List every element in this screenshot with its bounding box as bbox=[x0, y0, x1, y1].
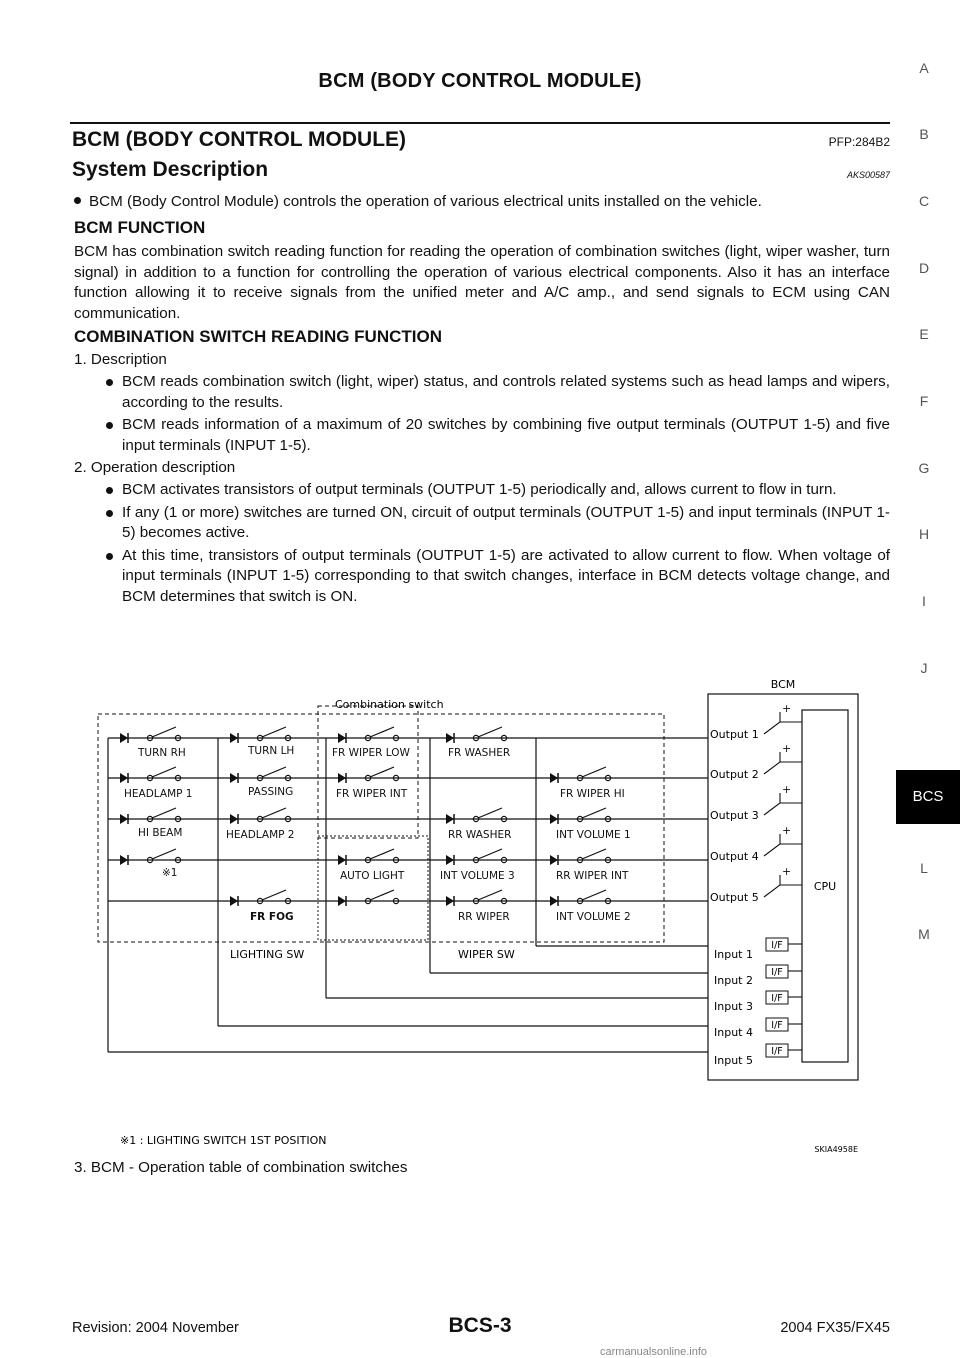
footer-model: 2004 FX35/FX45 bbox=[780, 1320, 890, 1336]
cpu-label: CPU bbox=[813, 880, 837, 893]
input-labels bbox=[714, 948, 753, 1067]
item-2: 2. Operation description bbox=[74, 459, 236, 476]
combination-switch-circuit-diagram bbox=[90, 676, 870, 1166]
part-code: PFP:284B2 bbox=[828, 135, 890, 149]
headlamp2-label: HEADLAMP 2 bbox=[226, 829, 295, 841]
system-description-title: System Description bbox=[72, 158, 269, 181]
fr-wiper-int-label: FR WIPER INT bbox=[336, 788, 408, 800]
section-title: BCM (BODY CONTROL MODULE) bbox=[72, 128, 407, 151]
svg-text:Input 3: Input 3 bbox=[714, 1000, 753, 1013]
side-index-item[interactable]: J bbox=[920, 660, 928, 676]
transistor-icons bbox=[764, 702, 802, 897]
svg-text:Output 5: Output 5 bbox=[710, 891, 759, 904]
auto-light-box bbox=[318, 836, 428, 940]
rr-wiper-int-label: RR WIPER INT bbox=[556, 870, 629, 882]
side-index-item[interactable]: M bbox=[918, 926, 930, 942]
svg-text:I/F: I/F bbox=[771, 967, 783, 978]
side-index-item[interactable]: B bbox=[919, 126, 929, 142]
svg-text:I/F: I/F bbox=[771, 1020, 783, 1031]
list-item: If any (1 or more) switches are turned ON, circuit of output terminals (OUTPUT 1-5) and input terminals (INPUT 1-5) becomes active. bbox=[106, 503, 890, 544]
bullet-icon bbox=[74, 197, 81, 204]
int-volume2-label: INT VOLUME 2 bbox=[556, 911, 631, 923]
side-index-item[interactable]: H bbox=[918, 526, 930, 542]
int-volume3-label: INT VOLUME 3 bbox=[440, 870, 515, 882]
svg-text:I/F: I/F bbox=[771, 1046, 783, 1057]
svg-text:I/F: I/F bbox=[771, 993, 783, 1004]
side-index-item[interactable]: A bbox=[919, 60, 929, 76]
fr-washer-label: FR WASHER bbox=[448, 747, 511, 759]
item-3: 3. BCM - Operation table of combination switches bbox=[74, 1159, 408, 1176]
list-item: At this time, transistors of output terminals (OUTPUT 1-5) are activated to allow current to flow. When voltage of input terminals (INPUT 1-5) corresponding to that switch changes, interface in BCM detects voltage change, and BCM determines that switch is ON. bbox=[106, 546, 890, 608]
side-index-item[interactable]: E bbox=[919, 326, 929, 342]
if-boxes bbox=[766, 938, 802, 1057]
running-header: BCM (BODY CONTROL MODULE) bbox=[318, 70, 642, 92]
intro-bullet: BCM (Body Control Module) controls the operation of various electrical units installed on the vehicle. bbox=[74, 192, 890, 213]
list-item: BCM activates transistors of output terminals (OUTPUT 1-5) periodically and, allows current to flow in turn. bbox=[106, 480, 890, 501]
footer-revision: Revision: 2004 November bbox=[72, 1320, 239, 1336]
svg-text:Output 4: Output 4 bbox=[710, 850, 759, 863]
bcm-function-heading: BCM FUNCTION bbox=[74, 218, 206, 237]
overlap-box bbox=[318, 706, 418, 838]
hi-beam-label: HI BEAM bbox=[138, 827, 183, 839]
svg-text:I/F: I/F bbox=[771, 940, 783, 951]
rr-wiper-label: RR WIPER bbox=[458, 911, 510, 923]
output-lines bbox=[108, 738, 708, 1052]
header-rule bbox=[70, 122, 890, 124]
footer-page-number: BCS-3 bbox=[448, 1314, 512, 1337]
svg-text:Output 1: Output 1 bbox=[710, 728, 759, 741]
side-index-item[interactable]: L bbox=[920, 860, 928, 876]
svg-text:Input 2: Input 2 bbox=[714, 974, 753, 987]
system-code: AKS00587 bbox=[846, 170, 890, 180]
svg-text:Input 5: Input 5 bbox=[714, 1054, 753, 1067]
list-item: BCM reads combination switch (light, wiper) status, and controls related systems such as head lamps and wipers, according to the results. bbox=[106, 372, 890, 413]
item-2-bullets bbox=[106, 480, 890, 607]
int-volume1-label: INT VOLUME 1 bbox=[556, 829, 631, 841]
side-index-item[interactable]: I bbox=[922, 593, 926, 609]
svg-text:+: + bbox=[782, 865, 792, 878]
headlamp1-label: HEADLAMP 1 bbox=[124, 788, 193, 800]
bcm-label: BCM bbox=[770, 678, 796, 691]
item-1-bullets bbox=[106, 372, 890, 456]
wiper-sw-label: WIPER SW bbox=[458, 948, 515, 961]
passing-label: PASSING bbox=[248, 786, 294, 798]
rr-washer-label: RR WASHER bbox=[448, 829, 512, 841]
svg-text:+: + bbox=[782, 824, 792, 837]
item-1: 1. Description bbox=[74, 351, 167, 368]
svg-text:Output 3: Output 3 bbox=[710, 809, 759, 822]
fr-fog-label: FR FOG bbox=[250, 911, 294, 923]
turn-lh-label: TURN LH bbox=[248, 745, 295, 757]
svg-text:+: + bbox=[782, 783, 792, 796]
fr-wiper-low-label: FR WIPER LOW bbox=[332, 747, 410, 759]
side-index-item[interactable]: G bbox=[918, 460, 930, 476]
bcm-function-text: BCM has combination switch reading function for reading the operation of combination switches (light, wiper washer, turn signal) in addition to a function for controlling the operation of various electrical components. Also it has an interface function allowing it to receive signals from the unified meter and A/C amp., and send signals to ECM using CAN communication. bbox=[74, 243, 890, 322]
output-labels bbox=[710, 728, 759, 904]
footnote: ※1 : LIGHTING SWITCH 1ST POSITION bbox=[120, 1134, 327, 1147]
list-item: BCM reads information of a maximum of 20 switches by combining five output terminals (OUTPUT 1-5) and five input terminals (INPUT 1-5). bbox=[106, 415, 890, 456]
turn-rh-label: TURN RH bbox=[138, 747, 186, 759]
auto-light-label: AUTO LIGHT bbox=[340, 870, 405, 882]
svg-text:+: + bbox=[782, 742, 792, 755]
fr-wiper-hi-label: FR WIPER HI bbox=[560, 788, 625, 800]
figure-code: SKIA4958E bbox=[814, 1145, 858, 1154]
side-index-item[interactable]: C bbox=[918, 193, 930, 209]
note1-label: ※1 bbox=[162, 867, 178, 879]
side-index-item-bcs-active[interactable]: BCS bbox=[896, 770, 960, 824]
watermark: carmanualsonline.info bbox=[600, 1346, 708, 1358]
lighting-sw-label: LIGHTING SW bbox=[230, 948, 305, 961]
combination-switch-label: Combination switch bbox=[335, 698, 444, 711]
svg-text:Input 4: Input 4 bbox=[714, 1026, 753, 1039]
reading-function-heading: COMBINATION SWITCH READING FUNCTION bbox=[74, 327, 442, 346]
svg-text:Output 2: Output 2 bbox=[710, 768, 759, 781]
svg-text:+: + bbox=[782, 702, 792, 715]
side-index-item[interactable]: D bbox=[918, 260, 930, 276]
svg-text:Input 1: Input 1 bbox=[714, 948, 753, 961]
side-index-item[interactable]: F bbox=[919, 393, 929, 409]
